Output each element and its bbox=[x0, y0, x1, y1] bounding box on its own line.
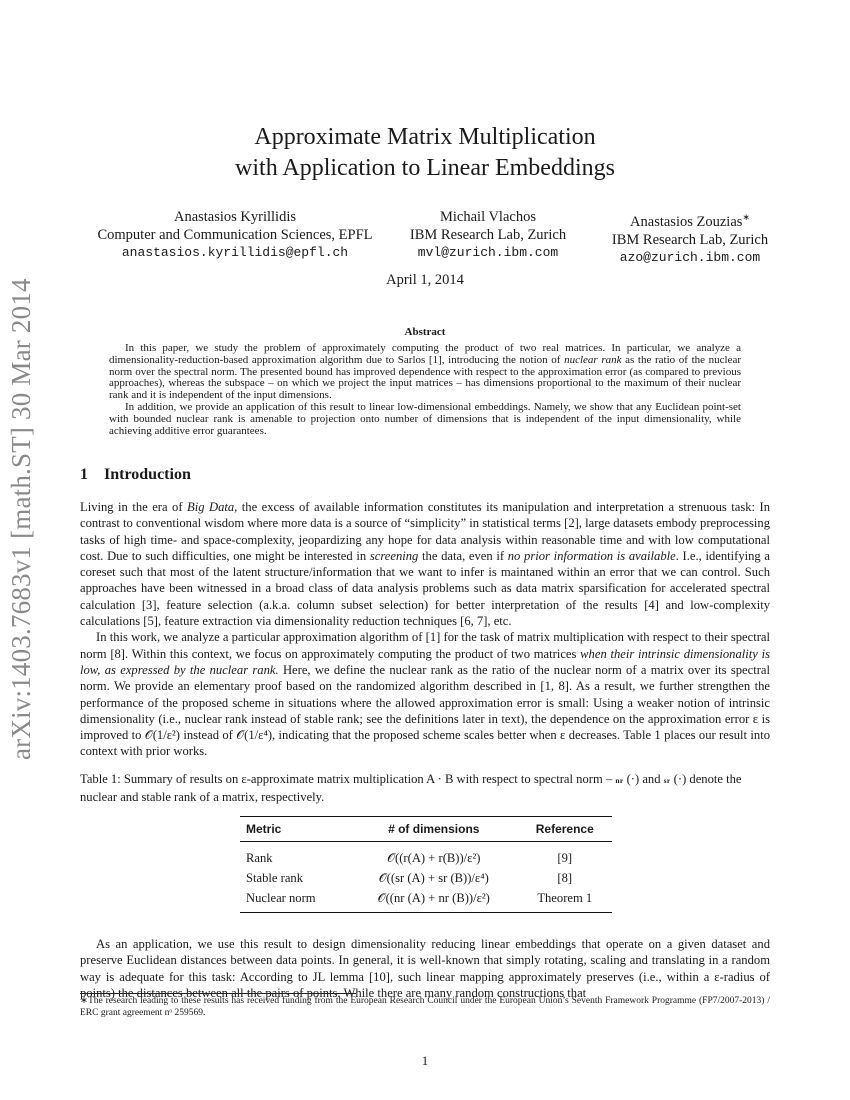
table-row bbox=[240, 842, 612, 869]
text-run: , the excess of available information constitutes its manipulation and interpretation a strenuous task: In contrast to conventional wisdom where more data is a source of “simplicity” in statistical terms [2], large datasets embody preprocessing tasks of high time- and space-complexity, jeopardizing any hope for data analysis within reasonable time and with low computational cost. Due to such difficulties, one might be interested in bbox=[80, 500, 771, 563]
section-number: 1 bbox=[80, 466, 88, 483]
title-line-2: with Application to Linear Embeddings bbox=[235, 155, 615, 181]
emphasis: screening bbox=[369, 548, 419, 563]
author-affiliation: IBM Research Lab, Zurich bbox=[611, 231, 769, 248]
header-reference: Reference bbox=[518, 817, 612, 842]
cell-reference[interactable]: Theorem 1 bbox=[518, 888, 612, 913]
author-affiliation: IBM Research Lab, Zurich bbox=[409, 227, 567, 243]
intro-body bbox=[80, 499, 770, 760]
section-heading bbox=[80, 466, 191, 484]
post-table-paragraph: As an application, we use this result to design dimensionality reducing linear embeddings that operate on a given dataset and preserve Euclidean distances between data points. In general, it is well-known that simply rotating, scaling and translating in a random way is adequate for this task: According to JL lemma [10], such linear mapping approximately preserves (i.e., within a ε-radius of points) the distances between all the pairs of points. While there are many random constructions that bbox=[80, 937, 770, 1000]
footnote-rule bbox=[80, 993, 356, 994]
abstract-paragraph-2: In addition, we provide an application of this result to linear low-dimensional embeddings. Namely, we show that any Euclidean point-set with bounded nuclear rank is amenable to projection onto number of dimensions that is independent of the input dimensionality, while achieving additive error guarantees. bbox=[109, 400, 741, 437]
abstract-text bbox=[109, 343, 741, 437]
cell-reference[interactable]: [9] bbox=[557, 851, 573, 865]
footnote-mark[interactable]: ∗ bbox=[742, 212, 750, 222]
author-2 bbox=[398, 208, 578, 262]
cell-reference[interactable]: [8] bbox=[557, 871, 573, 885]
text-run: Here, we define the nuclear rank as the ratio of the nuclear norm of a matrix over its spectral norm. We provide an elementary proof based on the randomized algorithm described in [1, 8]. As a result, we further strengthen the performance of the proposed scheme in situations where the allowed approximation error is small: Using a weaker notion of intrinsic dimensionality (i.e., nuclear rank instead of stable rank; see the definitions later in text), the dependence on the approximation error ε is improved to 𝒪(1/ε²) instead of 𝒪(1/ε⁴), indicating that the proposed scheme scales better when ε decreases. Table 1 places our result into context with prior works. bbox=[80, 662, 770, 759]
page-number: 1 bbox=[421, 1053, 429, 1068]
text-run: the data, even if bbox=[418, 548, 508, 563]
text-run: Living in the era of bbox=[80, 500, 188, 514]
results-table bbox=[240, 816, 612, 913]
table-row bbox=[240, 888, 612, 913]
text-run: (·) and bbox=[623, 772, 664, 786]
text-run: In this paper, we study the problem of approximately computing the product of two real matrices. In particular, we analyze a dimensionality-reduction-based approximation algorithm due to Sarlos [1], introducing the notion of bbox=[109, 342, 741, 366]
title-line-1: Approximate Matrix Multiplication bbox=[254, 124, 596, 150]
author-email[interactable]: anastasios.kyrillidis@epfl.ch bbox=[121, 245, 349, 260]
publication-date: April 1, 2014 bbox=[386, 272, 464, 288]
text-run: In this work, we analyze a particular approximation algorithm of [1] for the task of matrix multiplication with respect to their spectral norm [8]. Within this context, we focus on approximately computing the product of two matrices bbox=[80, 630, 770, 661]
stable-rank-symbol: sr bbox=[663, 776, 671, 785]
post-table-body bbox=[80, 936, 770, 1001]
author-email[interactable]: azo@zurich.ibm.com bbox=[619, 249, 761, 265]
author-email[interactable]: mvl@zurich.ibm.com bbox=[417, 245, 559, 260]
abstract-heading: Abstract bbox=[404, 326, 446, 338]
author-name: Michail Vlachos bbox=[440, 209, 536, 225]
paper-title bbox=[0, 122, 850, 184]
author-3 bbox=[590, 208, 790, 267]
header-metric: Metric bbox=[240, 817, 350, 842]
text-run: . I.e., identifying a coreset such that most of the latent structure/information that we want to infer is maintaned within an error that we can control. Such approaches have been witnessed in a broad class of data analysis problems such as data matrix sparsification for accelerated spectral calculation [3], feature selection (a.k.a. column subset selection) for better interpretation of the results [4] and low-complexity calculations [5], feature extraction via dimensionality reduction techniques [6, 7], etc. bbox=[80, 548, 771, 629]
emphasis: Big Data bbox=[187, 500, 235, 514]
author-name: Anastasios Kyrillidis bbox=[173, 209, 297, 225]
cell-metric: Rank bbox=[246, 851, 273, 865]
emphasis: no prior information is available bbox=[507, 548, 676, 563]
emphasis: nuclear rank bbox=[564, 353, 622, 366]
text-run: (·) denote the nuclear and stable rank of a matrix, respectively. bbox=[80, 772, 742, 805]
arxiv-identifier[interactable]: arXiv:1403.7683v1 [math.ST] 30 Mar 2014 bbox=[6, 278, 36, 760]
nuclear-rank-symbol: nr bbox=[615, 776, 624, 785]
author-name: Anastasios Zouzias bbox=[630, 213, 743, 230]
cell-dimensions: 𝒪((nr (A) + nr (B))/ε²) bbox=[350, 888, 518, 913]
cell-metric: Stable rank bbox=[246, 871, 304, 885]
text-run: Table 1: Summary of results on ε-approximate matrix multiplication A · B with respect to spectral norm – bbox=[80, 772, 616, 786]
table-caption bbox=[80, 771, 770, 806]
abstract-paragraph-1 bbox=[109, 343, 741, 402]
author-1 bbox=[80, 208, 390, 262]
cell-dimensions: 𝒪((r(A) + r(B))/ε²) bbox=[387, 851, 481, 865]
section-title: Introduction bbox=[104, 466, 191, 483]
table-row bbox=[240, 868, 612, 888]
cell-metric: Nuclear norm bbox=[240, 888, 350, 913]
author-affiliation: Computer and Communication Sciences, EPFL bbox=[97, 227, 373, 243]
intro-paragraph-2 bbox=[80, 629, 770, 759]
footnote: ∗The research leading to these results has received funding from the European Research Council under the European Union’s Seventh Framework Programme (FP7/2007-2013) / ERC grant agreement nᵒ 259569. bbox=[80, 996, 770, 1018]
intro-paragraph-1 bbox=[80, 499, 770, 629]
emphasis: when their intrinsic dimensionality is low, as expressed by the nuclear rank. bbox=[80, 646, 770, 677]
author-name-line bbox=[590, 208, 790, 231]
header-dimensions: # of dimensions bbox=[350, 817, 518, 842]
table-header-row bbox=[240, 817, 612, 842]
cell-dimensions: 𝒪((sr (A) + sr (B))/ε⁴) bbox=[378, 871, 489, 885]
text-run: as the ratio of the nuclear norm over the spectral norm. The presented bound has improved dependence with respect to the approximation error (as compared to previous approaches), whereas the subspace – on which we project the input matrices – has dimensions proportional to the maximum of their nuclear rank and it is independent of the input dimensions. bbox=[109, 353, 742, 402]
